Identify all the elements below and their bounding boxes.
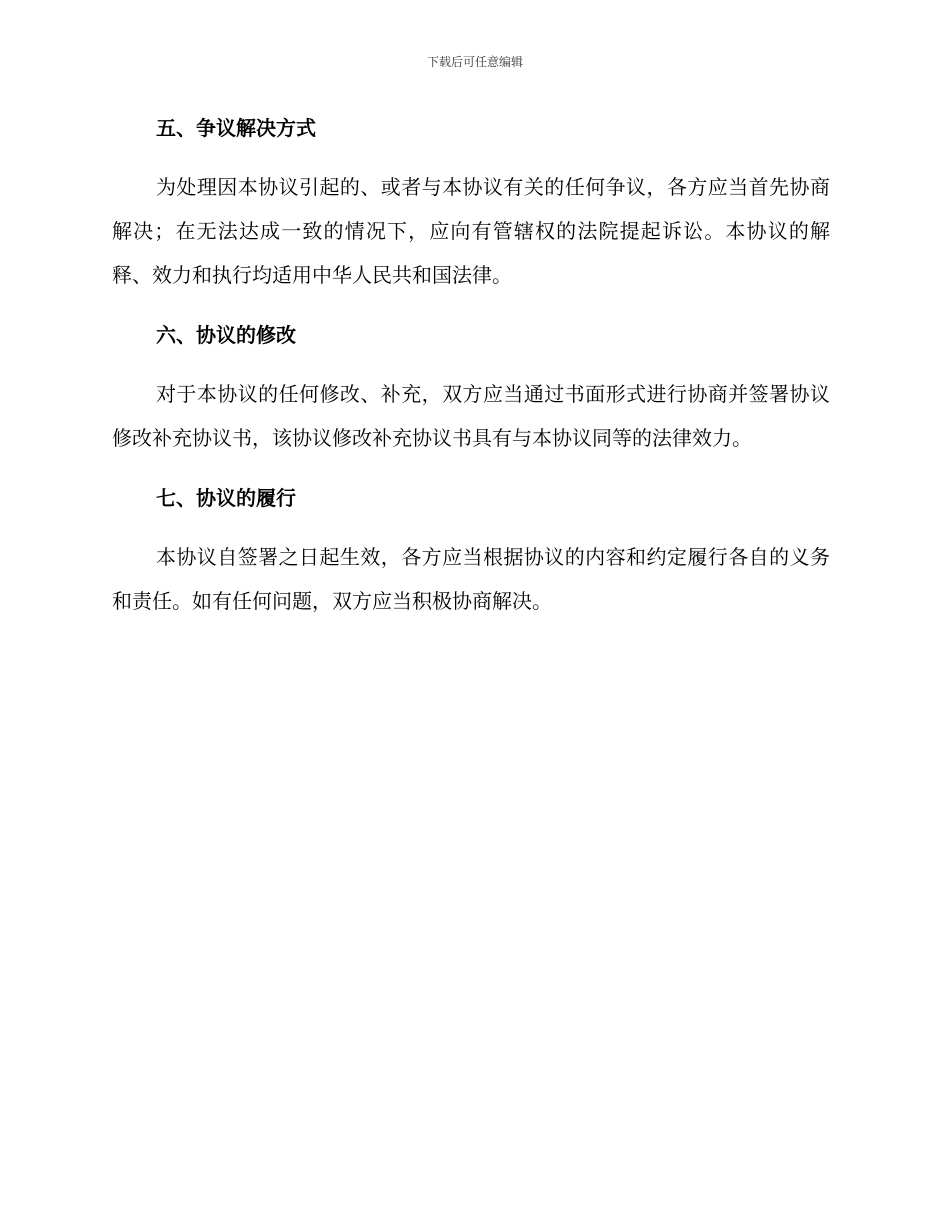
page-header: 下载后可任意编辑 <box>426 55 523 69</box>
section-heading: 七、协议的履行 <box>156 486 296 510</box>
document-body <box>112 112 830 623</box>
section-agreement-amendment <box>112 319 830 482</box>
section-dispute-resolution <box>112 112 830 319</box>
section-paragraph: 对于本协议的任何修改、补充，双方应当通过书面形式进行协商并签署协议修改补充协议书，该协议修改补充协议书具有与本协议同等的法律效力。 <box>112 382 830 450</box>
section-agreement-performance <box>112 482 830 623</box>
section-paragraph: 本协议自签署之日起生效，各方应当根据协议的内容和约定履行各自的义务和责任。如有任何问题，双方应当积极协商解决。 <box>112 545 830 613</box>
section-heading: 六、协议的修改 <box>156 323 296 347</box>
section-paragraph: 为处理因本协议引起的、或者与本协议有关的任何争议，各方应当首先协商解决；在无法达成一致的情况下，应向有管辖权的法院提起诉讼。本协议的解释、效力和执行均适用中华人民共和国法律。 <box>112 175 830 287</box>
section-heading: 五、争议解决方式 <box>156 116 316 140</box>
